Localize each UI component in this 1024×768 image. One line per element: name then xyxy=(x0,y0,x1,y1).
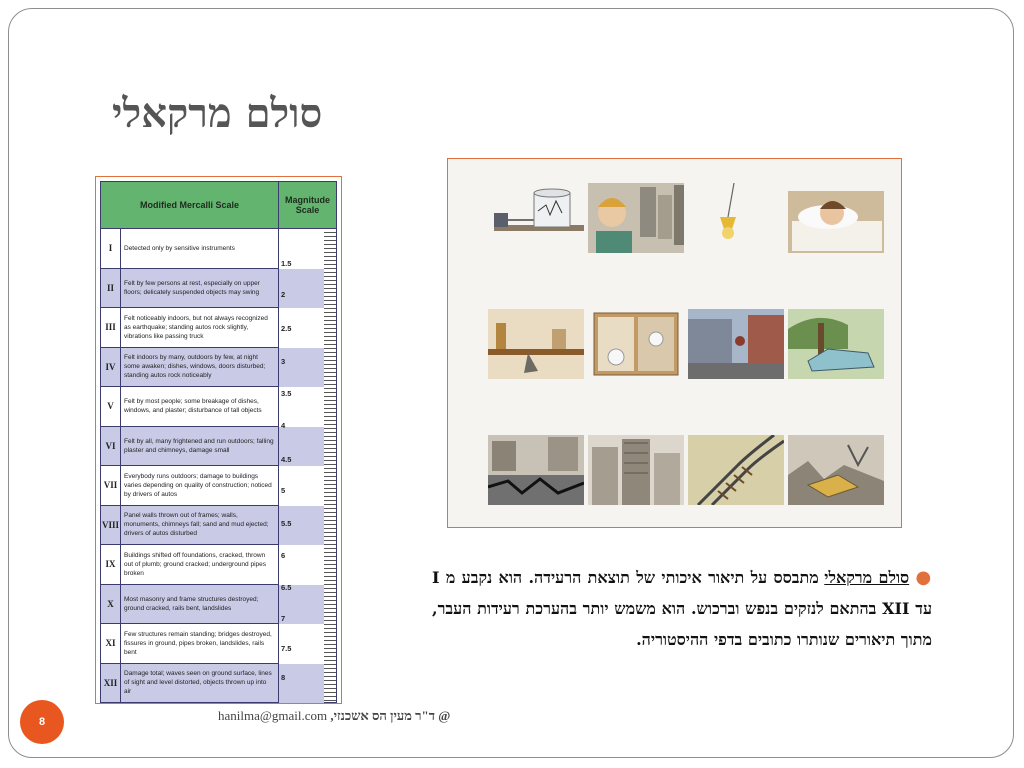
magnitude-band xyxy=(279,269,324,309)
car-tree-icon xyxy=(788,309,884,379)
footer-email: hanilma@gmail.com xyxy=(218,708,328,723)
table-body xyxy=(101,229,337,703)
table-row xyxy=(101,229,337,269)
intensity-description: Felt by all, many frightened and run outdoors; falling plaster and chimneys, damage small xyxy=(121,426,279,466)
intensity-description: Felt by few persons at rest, especially on upper floors; delicately suspended objects may swing xyxy=(121,268,279,308)
person-indoors-icon xyxy=(588,183,684,253)
mercalli-table xyxy=(100,181,337,703)
magnitude-label: 3.5 xyxy=(281,389,292,399)
intensity-numeral: XII xyxy=(101,663,121,703)
intensity-numeral: III xyxy=(101,308,121,348)
magnitude-label: 5 xyxy=(281,486,286,496)
intensity-numeral: I xyxy=(101,229,121,269)
magnitude-label: 7 xyxy=(281,614,286,624)
seismograph-icon xyxy=(488,183,584,253)
magnitude-label: 4.5 xyxy=(281,454,292,464)
magnitude-label: 2 xyxy=(281,289,286,299)
mercalli-table-image xyxy=(95,176,342,704)
intensity-description: Few structures remain standing; bridges destroyed, fissures in ground, pipes broken, landslides, rails bent xyxy=(121,624,279,664)
awakened-sleeper-icon xyxy=(788,183,884,253)
bent-rails-icon xyxy=(688,435,784,505)
illustrations-panel xyxy=(447,158,902,528)
intensity-numeral: XI xyxy=(101,624,121,664)
page-number: 8 xyxy=(20,700,64,744)
cracked-ground-icon xyxy=(488,435,584,505)
magnitude-label: 6 xyxy=(281,551,286,560)
body-paragraph xyxy=(432,562,932,655)
intensity-numeral: IX xyxy=(101,545,121,585)
footer-author: @ ד"ר מעין הס אשכנזי, xyxy=(330,708,451,723)
magnitude-band xyxy=(279,348,324,388)
magnitude-band xyxy=(279,664,324,704)
intensity-description: Everybody runs outdoors; damage to buildings varies depending on quality of construction; noticed by drivers of autos xyxy=(121,466,279,506)
intensity-description: Detected only by sensitive instruments xyxy=(121,229,279,269)
intensity-numeral: VI xyxy=(101,426,121,466)
slide-title: סולם מרקאלי xyxy=(112,90,323,137)
swinging-lamp-icon xyxy=(688,183,784,253)
intensity-description: Felt noticeably indoors, but not always recognized as earthquake; standing autos rock slightly, vibrations like passing truck xyxy=(121,308,279,348)
intensity-description: Felt indoors by many, outdoors by few, at night some awaken; dishes, windows, doors disturbed; standing autos rock noticeably xyxy=(121,347,279,387)
shelf-objects-icon xyxy=(488,309,584,379)
header-magnitude: Magnitude Scale xyxy=(279,182,337,229)
collapsed-buildings-icon xyxy=(588,435,684,505)
intensity-numeral: X xyxy=(101,584,121,624)
magnitude-column xyxy=(279,229,337,703)
magnitude-label: 6.5 xyxy=(281,582,292,592)
term-mercalli-scale: סולם מרקאלי xyxy=(824,568,910,587)
header-scale: Modified Mercalli Scale xyxy=(101,182,279,229)
magnitude-ruler xyxy=(324,229,336,702)
intensity-numeral: V xyxy=(101,387,121,427)
magnitude-label: 1.5 xyxy=(281,259,292,269)
intensity-description: Panel walls thrown out of frames; walls, monuments, chimneys fall; sand and mud ejected; drivers of autos disturbed xyxy=(121,505,279,545)
intensity-description: Felt by most people; some breakage of dishes, windows, and plaster; disturbance of tall objects xyxy=(121,387,279,427)
intensity-description: Damage total; waves seen on ground surface, lines of sight and level distorted, objects thrown up into air xyxy=(121,663,279,703)
intensity-description: Most masonry and frame structures destroyed; ground cracked, rails bent, landslides xyxy=(121,584,279,624)
magnitude-label: 7.5 xyxy=(281,644,292,654)
magnitude-label: 4 xyxy=(281,421,286,431)
total-destruction-icon xyxy=(788,435,884,505)
body-text: מתבסס על תיאור איכותי של תוצאת הרעידה. הוא נקבע מ I עד XII בהתאם לנזקים בנפש וברכוש. הוא משמש יותר בהערכת רעידות העבר, מתוך תיאורים שנותרו כתובים בדפי ההיסטוריה. xyxy=(432,568,932,649)
magnitude-label: 2.5 xyxy=(281,324,292,334)
intensity-description: Buildings shifted off foundations, cracked, thrown out of plumb; ground cracked; underground pipes broken xyxy=(121,545,279,585)
intensity-numeral: II xyxy=(101,268,121,308)
falling-chimney-icon xyxy=(688,309,784,379)
magnitude-label: 8 xyxy=(281,672,286,682)
bullet-icon: ● xyxy=(915,567,933,588)
cabinet-dishes-icon xyxy=(588,309,684,379)
magnitude-label: 5.5 xyxy=(281,518,292,528)
intensity-numeral: IV xyxy=(101,347,121,387)
footer xyxy=(218,708,548,724)
magnitude-label: 3 xyxy=(281,357,286,367)
intensity-numeral: VII xyxy=(101,466,121,506)
intensity-numeral: VIII xyxy=(101,505,121,545)
